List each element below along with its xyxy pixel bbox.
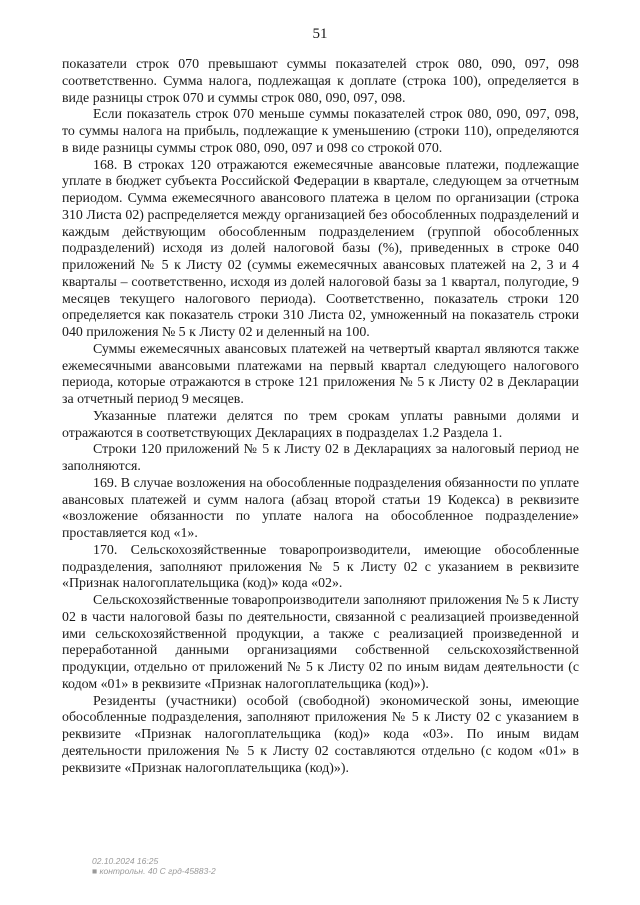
paragraph-170: 170. Сельскохозяйственные товаропроизводители, имеющие обособленные подразделения, заполняют приложения № 5 к Листу 02 с указанием в реквизите «Признак налогоплательщика (код)» кода «02». xyxy=(62,542,579,592)
page-number: 51 xyxy=(312,26,328,42)
paragraph-fourth-quarter: Суммы ежемесячных авансовых платежей на четвертый квартал являются также ежемесячными авансовыми платежами на первый квартал следующего налогового периода, которые отражаются в строке 121 приложения № 5 к Листу 02 в Декларации за отчетный период 9 месяцев. xyxy=(62,341,579,407)
paragraph-payment-split: Указанные платежи делятся по трем срокам уплаты равными долями и отражаются в соответствующих Декларациях в подразделах 1.2 Раздела 1. xyxy=(62,408,579,441)
paragraph-line-110: Если показатель строк 070 меньше суммы показателей строк 080, 090, 097, 098, то суммы налога на прибыль, подлежащие к уменьшению (строки 110), определяются в виде разницы суммы строк 080, 090, 097 и 098 со строкой 070. xyxy=(62,107,579,156)
footer-code: ■ контрольн. 40 С грд-45883-2 xyxy=(92,866,216,876)
paragraph-sez-residents: Резиденты (участники) особой (свободной) экономической зоны, имеющие обособленные подразделения, заполняют приложения № 5 к Листу 02 с указанием в реквизите «Признак налогоплательщика (код)» кода «03». По иным видам деятельности приложения № 5 к Листу 02 составляются отдельно (с кодом «01» в реквизите «Признак налогоплательщика (код)»). xyxy=(62,693,579,776)
paragraph-169: 169. В случае возложения на обособленные подразделения обязанности по уплате авансовых платежей и сумм налога (абзац второй статьи 19 Кодекса) в реквизите «возложение обязанности по уплате налога на обособленное подразделение» проставляется код «1». xyxy=(62,475,579,541)
paragraph-continuation: показатели строк 070 превышают суммы показателей строк 080, 090, 097, 098 соответственно. Сумма налога, подлежащая к доплате (строка 100), определяется в виде разницы строк 070 и суммы строк 080, 090, 097, 098. xyxy=(62,57,579,106)
document-body xyxy=(62,57,579,777)
paragraph-line-120-not-filled: Строки 120 приложений № 5 к Листу 02 в Декларациях за налоговый период не заполняются. xyxy=(62,442,579,474)
paragraph-agricultural: Сельскохозяйственные товаропроизводители заполняют приложения № 5 к Листу 02 в части налоговой базы по деятельности, связанной с реализацией произведенной ими сельскохозяйственной продукции, а также с реализацией произведенной и переработанной данными организациями собственной сельскохозяйственной продукции, отдельно от приложений № 5 к Листу 02 по иным видам деятельности (с кодом «01» в реквизите «Признак налогоплательщика (код)»). xyxy=(62,593,579,692)
paragraph-168: 168. В строках 120 отражаются ежемесячные авансовые платежи, подлежащие уплате в бюджет субъекта Российской Федерации в квартале, следующем за отчетным периодом. Сумма ежемесячного авансового платежа в целом по организации (строка 310 Листа 02) распределяется между организацией без обособленных подразделений и каждым действующим обособленным подразделением (группой обособленных подразделений) исходя из долей налоговой базы (%), приведенных в строке 040 приложений № 5 к Листу 02 (суммы ежемесячных авансовых платежей на 2, 3 и 4 кварталы – соответственно, исходя из долей налоговой базы за 1 квартал, полугодие, 9 месяцев текущего налогового периода). Соответственно, показатель строки 120 определяется как показатель строки 310 Листа 02, умноженный на показатель строки 040 приложения № 5 к Листу 02 и деленный на 100. xyxy=(62,157,579,340)
footer-stamp xyxy=(92,856,216,876)
footer-date: 02.10.2024 16:25 xyxy=(92,856,159,866)
